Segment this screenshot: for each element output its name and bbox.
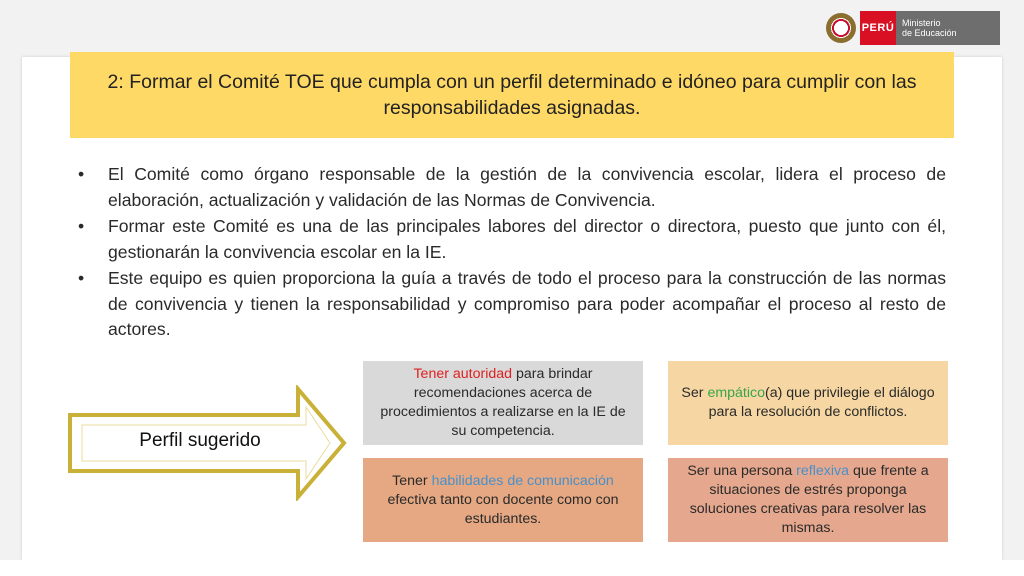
- bullet-lead: El Comité: [108, 164, 190, 184]
- ministry-logo: [826, 11, 1000, 45]
- logo-ministry: [896, 11, 1000, 45]
- slide-title: 2: Formar el Comité TOE que cumpla con un perfil determinado e idóneo para cumplir con las responsabilidades asignadas.: [107, 71, 917, 119]
- profile-box-text: [373, 365, 633, 441]
- profile-box-text: [678, 384, 938, 422]
- profile-box-authority: [363, 361, 643, 445]
- logo-ministry-line1: Ministerio: [902, 18, 941, 28]
- highlight-text: reflexiva: [796, 463, 850, 479]
- bottom-strip: [0, 560, 1024, 576]
- bullet-text: Formar este Comité es una de las principales labores del director o directora, puesto que junto con él, gestionarán la convivencia escolar en la IE.: [108, 216, 946, 262]
- highlight-text: empático: [707, 385, 766, 401]
- profile-box-text: [678, 462, 938, 538]
- box-pre: Ser una persona: [687, 463, 797, 479]
- bullet-dot: •: [78, 216, 85, 236]
- logo-country: PERÚ: [860, 11, 896, 45]
- bullet-dot: •: [78, 268, 85, 288]
- bullet-list: [74, 162, 946, 344]
- profile-box-reflective: [668, 458, 948, 542]
- box-pre: Ser: [681, 385, 708, 401]
- bullet-item: [74, 266, 946, 343]
- box-rest: que frente a situaciones de estrés proponga soluciones creativas para resolver las mismas.: [689, 463, 929, 536]
- box-rest: efectiva tanto con docente como con estudiantes.: [387, 491, 619, 527]
- profile-box-text: [373, 472, 633, 529]
- title-banner: [70, 52, 954, 138]
- box-rest: (a) que privilegie el diálogo para la resolución de conflictos.: [708, 385, 935, 420]
- bullet-text: como órgano responsable de la gestión de la convivencia escolar, lidera el proceso de elaboración, actualización y validación de las Normas de Convivencia.: [108, 164, 946, 210]
- box-rest: para brindar recomendaciones acerca de procedimientos a realizarse en la IE de su competencia.: [380, 366, 626, 439]
- arrow-label: Perfil sugerido: [139, 430, 261, 451]
- profile-box-empathy: [668, 361, 948, 445]
- highlight-text: habilidades de comunicación: [431, 472, 614, 489]
- box-pre: Tener: [392, 472, 432, 489]
- bullet-item: [74, 214, 946, 265]
- coat-of-arms-icon: [826, 13, 856, 43]
- logo-ministry-line2: de Educación: [902, 28, 957, 38]
- bullet-dot: •: [78, 164, 85, 184]
- bullet-text: Este equipo es quien proporciona la guía a través de todo el proceso para la construcción de las normas de convivencia y tienen la responsabilidad y compromiso para poder acompañar el proceso al resto de actores.: [108, 268, 946, 339]
- profile-box-communication: [363, 458, 643, 542]
- bullet-item: [74, 162, 946, 213]
- highlight-text: Tener autoridad: [413, 366, 513, 382]
